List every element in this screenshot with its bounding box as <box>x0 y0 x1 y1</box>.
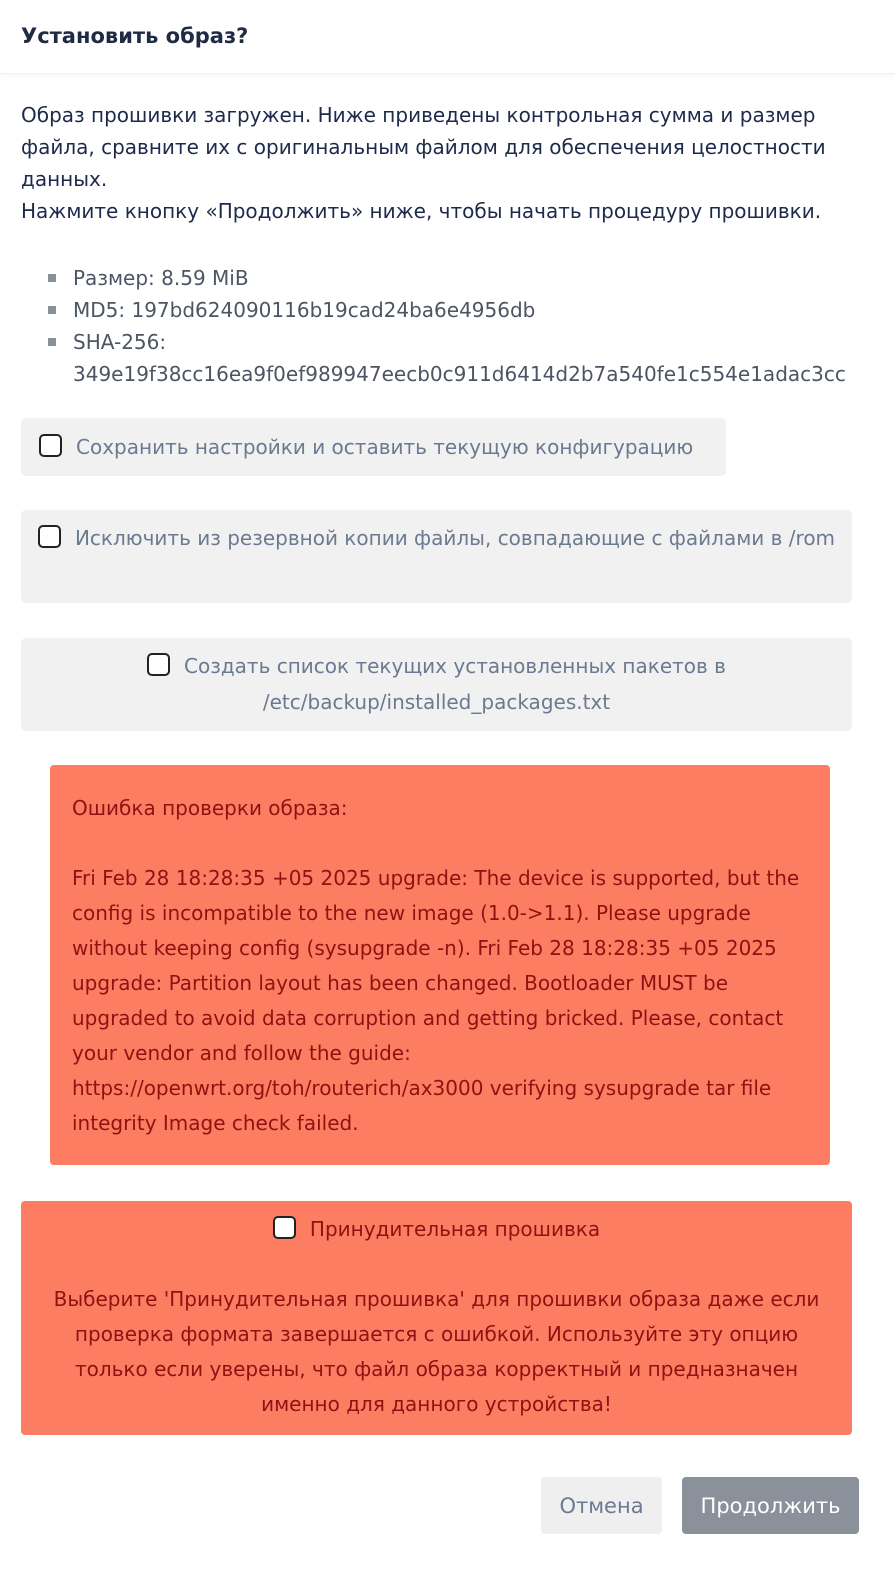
exclude-rom-checkbox[interactable] <box>38 525 61 548</box>
md5-item: MD5: 197bd624090116b19cad24ba6e4956db <box>48 294 888 326</box>
force-upgrade-checkbox[interactable] <box>273 1216 296 1239</box>
intro-line-2: Нажмите кнопку «Продолжить» ниже, чтобы начать процедуру прошивки. <box>21 199 822 223</box>
continue-button[interactable]: Продолжить <box>682 1477 859 1534</box>
exclude-rom-label: Исключить из резервной копии файлы, совпадающие с файлами в /rom <box>74 526 836 550</box>
intro-text <box>21 99 881 227</box>
force-upgrade-description: Выберите 'Принудительная прошивка' для прошивки образа даже если проверка формата завершается с ошибкой. Используйте эту опцию только если уверены, что файл образа корректный и предназначен именно для данного устройства! <box>53 1287 820 1416</box>
force-upgrade-panel <box>21 1201 852 1435</box>
cancel-button[interactable]: Отмена <box>541 1477 662 1534</box>
sha256-item <box>48 326 888 390</box>
intro-line-1: Образ прошивки загружен. Ниже приведены контрольная сумма и размер файла, сравните их с оригинальным файлом для обеспечения целостности данных. <box>21 103 826 191</box>
image-check-error-alert <box>50 765 830 1165</box>
file-size-item: Размер: 8.59 MiB <box>48 262 888 294</box>
error-title: Ошибка проверки образа: <box>72 796 348 820</box>
keep-settings-label: Сохранить настройки и оставить текущую конфигурацию <box>76 435 694 459</box>
package-list-label: Создать список текущих установленных пакетов в /etc/backup/installed_packages.txt <box>184 654 726 714</box>
error-message: Fri Feb 28 18:28:35 +05 2025 upgrade: The device is supported, but the config is incompatible to the new image (1.0->1.1). Please upgrade without keeping config (sysupgrade -n). Fri Feb 28 18:28:35 +05 2025 upgrade: Partition layout has been changed. Bootloader MUST be upgraded to avoid data corruption and getting bricked. Please, contact your vendor and follow the guide: https://openwrt.org/toh/routerich/ax3000 verifying sysupgrade tar file integrity Image check failed. <box>72 866 800 1135</box>
force-upgrade-option[interactable] <box>41 1212 832 1247</box>
package-list-option[interactable] <box>21 638 852 731</box>
keep-settings-checkbox[interactable] <box>39 434 62 457</box>
force-upgrade-label: Принудительная прошивка <box>309 1217 601 1241</box>
exclude-rom-option[interactable] <box>21 510 852 603</box>
sha256-label: SHA-256: <box>73 330 167 354</box>
package-list-checkbox[interactable] <box>147 653 170 676</box>
keep-settings-option[interactable] <box>21 418 726 476</box>
dialog-title: Установить образ? <box>21 24 249 48</box>
file-info-list <box>48 262 888 390</box>
dialog-header <box>0 0 895 74</box>
sha256-value: 349e19f38cc16ea9f0ef989947eecb0c911d6414d2b7a540fe1c554e1adac3cc <box>73 362 846 386</box>
